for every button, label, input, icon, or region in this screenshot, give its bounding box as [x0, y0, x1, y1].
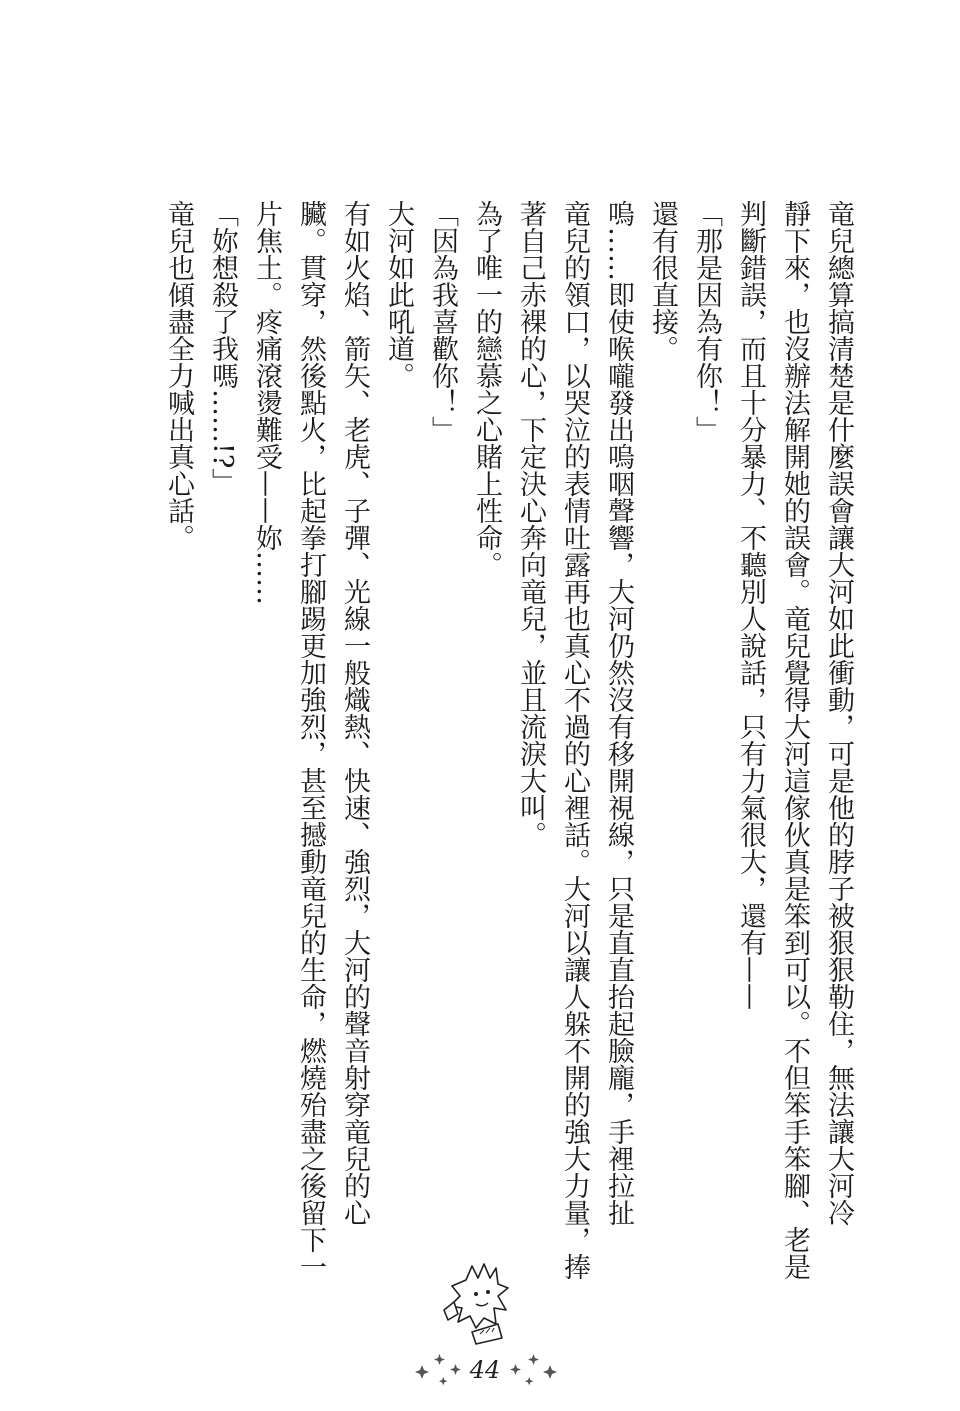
dialogue-line: 「那是因為有你！」	[691, 200, 722, 443]
paragraph: 片焦土。疼痛滾燙難受——妳……	[251, 200, 282, 605]
body-text	[156, 200, 860, 1280]
paragraph: 靜下來，也沒辦法解開她的誤會。竜兒覺得大河這傢伙真是笨到可以。不但笨手笨腳、老是	[779, 200, 810, 1280]
paragraph: 竜兒總算搞清楚是什麼誤會讓大河如此衝動，可是他的脖子被狠狠勒住，無法讓大河冷	[823, 200, 854, 1226]
page-number: 44	[469, 1356, 501, 1384]
dialogue-line: 「因為我喜歡你！」	[427, 200, 458, 443]
star-ornament-icon	[508, 1350, 558, 1390]
page-footer	[400, 1350, 570, 1390]
paragraph: 為了唯一的戀慕之心賭上性命。	[471, 200, 502, 578]
paragraph: 判斷錯誤，而且十分暴力、不聽別人說話，只有力氣很大，還有——	[735, 200, 766, 1010]
paragraph: 臟。貫穿，然後點火，比起拳打腳踢更加強烈，甚至撼動竜兒的生命，燃燒殆盡之後留下一	[295, 200, 326, 1280]
dialogue-line: 「妳想殺了我嗎……!?」	[207, 200, 238, 496]
paragraph: 還有很直接。	[647, 200, 678, 362]
paragraph: 竜兒也傾盡全力喊出真心話。	[163, 200, 194, 551]
paragraph: 著自己赤裸的心，下定決心奔向竜兒，並且流淚大叫。	[515, 200, 546, 848]
paragraph: 竜兒的領口，以哭泣的表情吐露再也真心不過的心裡話。大河以讓人躲不開的強大力量，捧	[559, 200, 590, 1280]
mascot-ornament-icon	[436, 1262, 532, 1346]
paragraph: 有如火焰、箭矢、老虎、子彈、光線一般熾熱、快速、強烈，大河的聲音射穿竜兒的心	[339, 200, 370, 1226]
paragraph: 嗚……即使喉嚨發出嗚咽聲響，大河仍然沒有移開視線，只是直直抬起臉龐，手裡拉扯	[603, 200, 634, 1226]
paragraph: 大河如此吼道。	[383, 200, 414, 389]
